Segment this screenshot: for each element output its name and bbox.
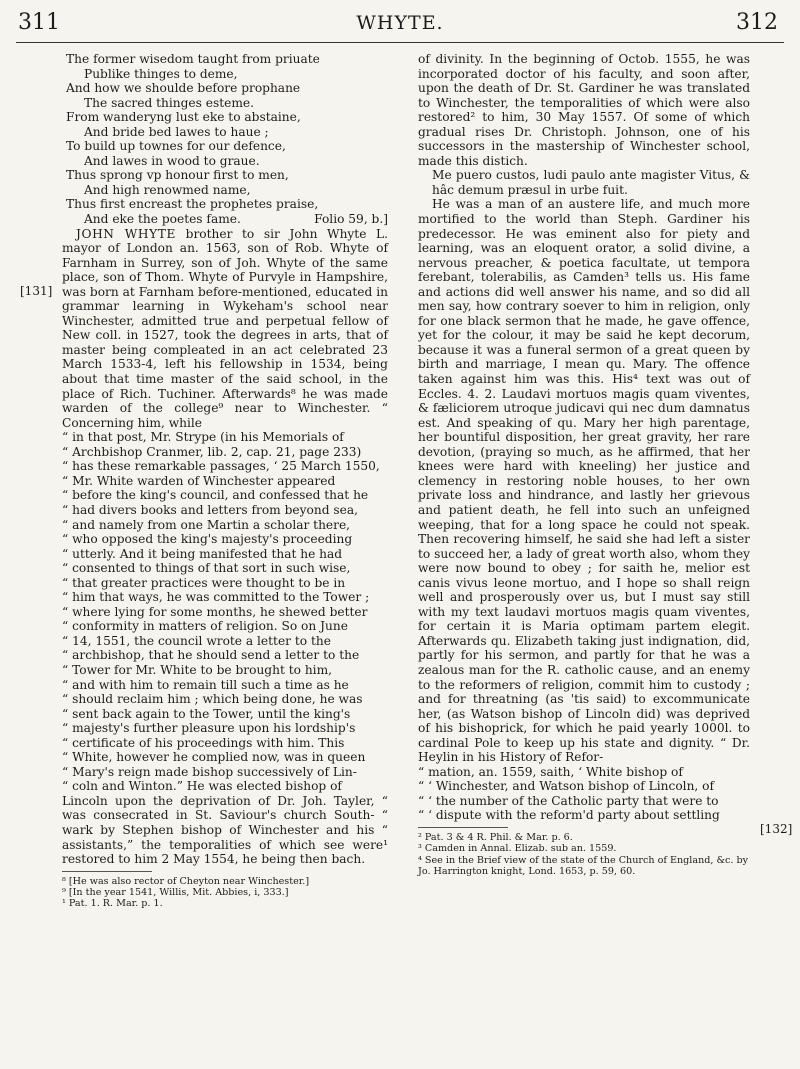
quote-line: “ coln and Winton.” He was elected bishop of bbox=[62, 779, 342, 794]
poem-line: The former wisedom taught from priuate bbox=[66, 52, 320, 66]
footnote: ³ Camden in Annal. Elizab. sub an. 1559. bbox=[418, 843, 617, 855]
entry-paragraph-continued: Lincoln upon the deprivation of Dr. Joh. Tayler, “ was consecrated in St. Saviour's church South- “ wark by Stephen bishop of Winchester and his “ assistants,” the temporalities of which see were¹ restored to him 2 May 1554, he being then bach. bbox=[62, 793, 388, 867]
quote-line: “ ‘ dispute with the reform'd party about settling bbox=[418, 808, 720, 823]
poem-line: From wanderyng lust eke to abstaine, bbox=[66, 110, 301, 125]
poem-line: And bride bed lawes to haue ; bbox=[84, 124, 269, 139]
quote-line: “ should reclaim him ; which being done, he was bbox=[62, 692, 363, 707]
header-rule bbox=[16, 42, 784, 43]
page-header bbox=[0, 0, 800, 42]
quote-line: “ certificate of his proceedings with him. This bbox=[62, 735, 345, 750]
quote-line: “ and with him to remain till such a time as he bbox=[62, 677, 349, 692]
quote-line: “ ‘ the number of the Catholic party that were to bbox=[418, 793, 719, 808]
quote-line: “ Tower for Mr. White to be brought to him, bbox=[62, 662, 333, 677]
footnotes-right bbox=[418, 832, 750, 878]
quote-line: “ sent back again to the Tower, until the king's bbox=[62, 706, 351, 721]
quote-line: “ 14, 1551, the council wrote a letter to the bbox=[62, 633, 331, 648]
quote-line: “ before the king's council, and confessed that he bbox=[62, 488, 369, 503]
running-head: WHYTE. bbox=[356, 12, 444, 34]
entry-paragraph bbox=[62, 227, 388, 431]
right-column bbox=[418, 52, 750, 878]
quote-line: “ Archbishop Cranmer, lib. 2, cap. 21, page 233) bbox=[62, 444, 362, 459]
folio-reference: Folio 59, b.] bbox=[314, 212, 388, 227]
quote-line: “ utterly. And it being manifested that he had bbox=[62, 546, 343, 561]
quote-line: “ and namely from one Martin a scholar there, bbox=[62, 517, 351, 532]
page-number-left: 311 bbox=[18, 10, 60, 35]
poem-line: The sacred thinges esteme. bbox=[84, 95, 254, 110]
quote-line: “ consented to things of that sort in such wise, bbox=[62, 561, 351, 576]
quote-line: “ in that post, Mr. Strype (in his Memorials of bbox=[62, 430, 344, 445]
poem-line: And how we shoulde before prophane bbox=[66, 81, 301, 96]
entry-name: JOHN WHYTE bbox=[76, 226, 177, 241]
quote-line: “ had divers books and letters from beyond sea, bbox=[62, 502, 358, 517]
poem-line-last bbox=[66, 212, 388, 227]
footnotes-left bbox=[62, 876, 388, 910]
quote-line: “ ‘ Winchester, and Watson bishop of Lincoln, of bbox=[418, 779, 715, 794]
entry-paragraph: He was a man of an austere life, and much more mortified to the world than Steph. Gardiner his predecessor. He was eminent also for piety and learning, was an eloquent orator, a solid divine, a nervous preacher, & poetica facultate, ut tempora ferebant, tolerabilis, as Camden³ tells us. His fame and actions did well answer his name, and so did all men say, how contrary soever to him in religion, only for one black sermon that he made, he gave offence, yet for the colour, it may be said he kept decorum, because it was a funeral sermon of a great queen by birth and marriage, I mean qu. Mary. The offence taken against him was this. His⁴ text was out of Eccles. 4. 2. Laudavi mortuos magis quam viventes, & fæliciorem utroque judicavi qui nec dum damnatus est. And speaking of qu. Mary her high parentage, her bountiful disposition, her great gravity, her rare devotion, (praying so much, as he affirmed, that her knees were hard with kneeling) her justice and clemency in restoring noble houses, to her own private loss and hindrance, and lastly her grievous and patient death, he fell into such an unfeigned weeping, that for a long space he could not speak. Then recovering himself, he said she had left a sister to succeed her, a lady of great worth also, whom they were now bound to obey ; for saith he, melior est canis vivus leone mortuo, and I hope so shall reign well and prosperously over us, but I must say still with my text laudavi mortuos magis quam viventes, for certain it is Maria optimam partem elegit. Afterwards qu. Elizabeth taking just indignation, did, partly for his sermon, and partly for that he was a zealous man for the R. catholic cause, and an enemy to the reformers of religion, commit him to custody ; and for threatning (as 'tis said) to excommunicate her, (as Watson bishop of Lincoln did) was deprived of his bishoprick, for which he paid yearly 1000l. to cardinal Pole to keep up his state and dignity. “ Dr. Heylin in his History of Refor- bbox=[418, 197, 750, 765]
left-column bbox=[62, 52, 388, 910]
poem bbox=[62, 52, 388, 227]
footnote: ⁸ [He was also rector of Cheyton near Winchester.] bbox=[62, 875, 310, 887]
margin-note-left: [131] bbox=[20, 284, 53, 298]
entry-paragraph: of divinity. In the beginning of Octob. 1555, he was incorporated doctor of his faculty, and soon after, upon the death of Dr. St. Gardiner he was translated to Winchester, the temporalities of which were also restored² to him, 30 May 1557. Of some of which gradual rises Dr. Christoph. Johnson, one of his successors in the mastership of Winchester school, made this distich. bbox=[418, 52, 750, 168]
quote-line: “ majesty's further pleasure upon his lordship's bbox=[62, 721, 356, 736]
poem-line: To build up townes for our defence, bbox=[66, 139, 286, 154]
quote-line: “ mation, an. 1559, saith, ‘ White bishop of bbox=[418, 764, 683, 779]
poem-line: Thus sprong vp honour first to men, bbox=[66, 168, 289, 183]
footnote: ⁹ [In the year 1541, Willis, Mit. Abbies, i, 333.] bbox=[62, 887, 289, 899]
footnote-rule bbox=[62, 871, 152, 872]
margin-note-right: [132] bbox=[760, 822, 793, 836]
footnote: ² Pat. 3 & 4 R. Phil. & Mar. p. 6. bbox=[418, 831, 573, 843]
quote-line: “ Mary's reign made bishop successively of Lin- bbox=[62, 764, 357, 779]
quote-line: “ White, however he complied now, was in queen bbox=[62, 750, 366, 765]
quote-line: “ Mr. White warden of Winchester appeared bbox=[62, 473, 336, 488]
quote-line: “ him that ways, he was committed to the Tower ; bbox=[62, 590, 370, 605]
strype-quotation bbox=[62, 430, 388, 794]
poem-last-text: And eke the poetes fame. bbox=[84, 212, 241, 227]
footnote: ¹ Pat. 1. R. Mar. p. 1. bbox=[62, 898, 163, 910]
footnote: ⁴ See in the Brief view of the state of the Church of England, &c. by Jo. Harrington knight, Lond. 1653, p. 59, 60. bbox=[418, 854, 749, 878]
quote-line: “ archbishop, that he should send a letter to the bbox=[62, 648, 360, 663]
heylin-quotation bbox=[418, 765, 750, 823]
poem-line: Publike thinges to deme, bbox=[84, 66, 238, 81]
quote-line: “ where lying for some months, he shewed better bbox=[62, 604, 368, 619]
distich: Me puero custos, ludi paulo ante magister Vitus, & hâc demum præsul in urbe fuit. bbox=[432, 168, 750, 197]
quote-line: “ has these remarkable passages, ‘ 25 March 1550, bbox=[62, 459, 380, 474]
poem-line: And high renowmed name, bbox=[84, 182, 251, 197]
poem-line: And lawes in wood to graue. bbox=[84, 153, 260, 168]
footnote-rule bbox=[418, 827, 508, 828]
quote-line: “ that greater practices were thought to be in bbox=[62, 575, 346, 590]
quote-line: “ who opposed the king's majesty's proceeding bbox=[62, 532, 353, 547]
entry-text: brother to sir John Whyte L. mayor of London an. 1563, son of Rob. Whyte of Farnham in Surrey, son of Joh. Whyte of the same place, son of Thom. Whyte of Purvyle in Hampshire, was born at Farnham before-mentioned, educated in grammar learning in Wykeham's school near Winchester, admitted true and perpetual fellow of New coll. in 1527, took the degrees in arts, that of master being compleated in an act celebrated 23 March 1533-4, left his fellowship in 1534, being about that time master of the said school, in the place of Rich. Tuchiner. Afterwards⁸ he was made warden of the college⁹ near to Winchester. “ Concerning him, while bbox=[62, 226, 388, 430]
quote-line: “ conformity in matters of religion. So on June bbox=[62, 619, 348, 634]
page-number-right: 312 bbox=[736, 10, 778, 35]
poem-line: Thus first encreast the prophetes praise, bbox=[66, 197, 319, 212]
